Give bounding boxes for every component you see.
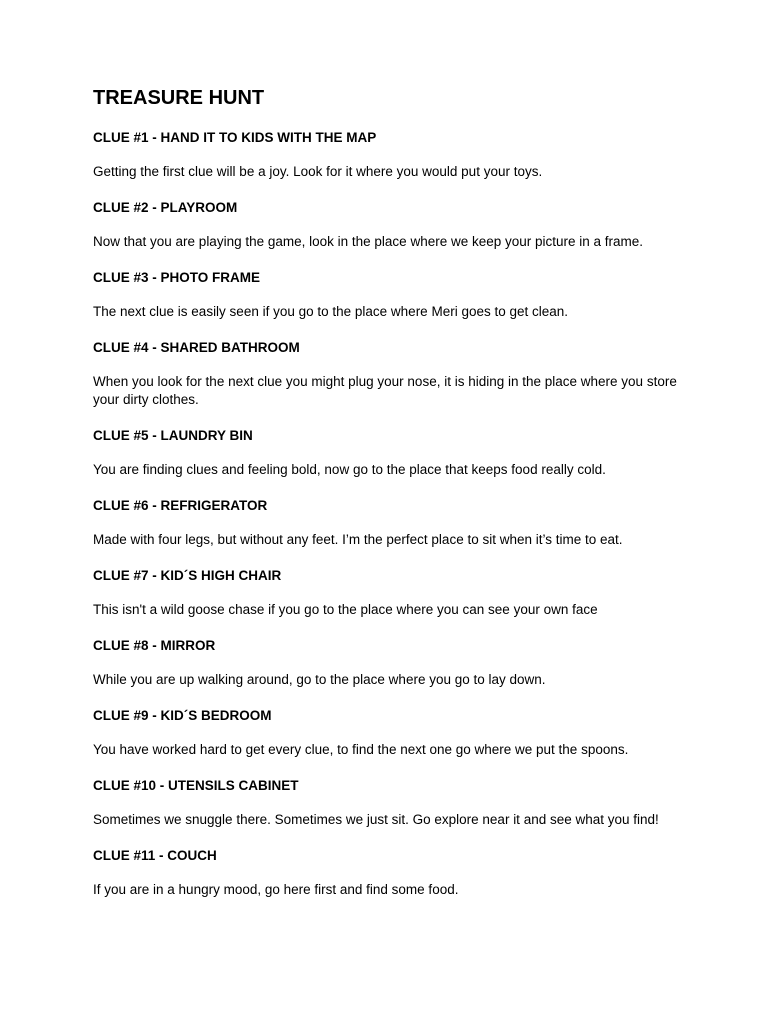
clue-text-9: You have worked hard to get every clue, to find the next one go where we put the spoons. [93,742,629,757]
clue-text-1: Getting the first clue will be a joy. Look for it where you would put your toys. [93,164,543,179]
clue-text-7: This isn't a wild goose chase if you go to the place where you can see your own face [93,602,598,617]
clue-text-8: While you are up walking around, go to the place where you go to lay down. [93,672,546,687]
clue-text-11: If you are in a hungry mood, go here first and find some food. [93,882,459,897]
clue-heading-5: CLUE #5 - LAUNDRY BIN [93,428,253,443]
clue-heading-3: CLUE #3 - PHOTO FRAME [93,270,261,285]
clue-heading-4: CLUE #4 - SHARED BATHROOM [93,340,300,355]
clue-heading-9: CLUE #9 - KID´S BEDROOM [93,708,272,723]
clue-heading-8: CLUE #8 - MIRROR [93,638,216,653]
clue-text-2: Now that you are playing the game, look in the place where we keep your picture in a frame. [93,234,644,249]
clue-heading-1: CLUE #1 - HAND IT TO KIDS WITH THE MAP [93,130,377,145]
clue-heading-10: CLUE #10 - UTENSILS CABINET [93,778,299,793]
clue-heading-7: CLUE #7 - KID´S HIGH CHAIR [93,568,282,583]
clue-text-5: You are finding clues and feeling bold, now go to the place that keeps food really cold. [93,462,606,477]
clue-heading-6: CLUE #6 - REFRIGERATOR [93,498,268,513]
clue-text-3: The next clue is easily seen if you go to the place where Meri goes to get clean. [93,304,569,319]
document-page [93,86,678,899]
clue-text-6: Made with four legs, but without any feet. I’m the perfect place to sit when it’s time to eat. [93,532,623,547]
document-title: TREASURE HUNT [93,87,265,109]
clue-text-10: Sometimes we snuggle there. Sometimes we just sit. Go explore near it and see what you find! [93,812,659,827]
clue-heading-11: CLUE #11 - COUCH [93,848,217,863]
clue-text-4: When you look for the next clue you might plug your nose, it is hiding in the place where you store your dirty clothes. [93,374,677,407]
clue-heading-2: CLUE #2 - PLAYROOM [93,200,238,215]
